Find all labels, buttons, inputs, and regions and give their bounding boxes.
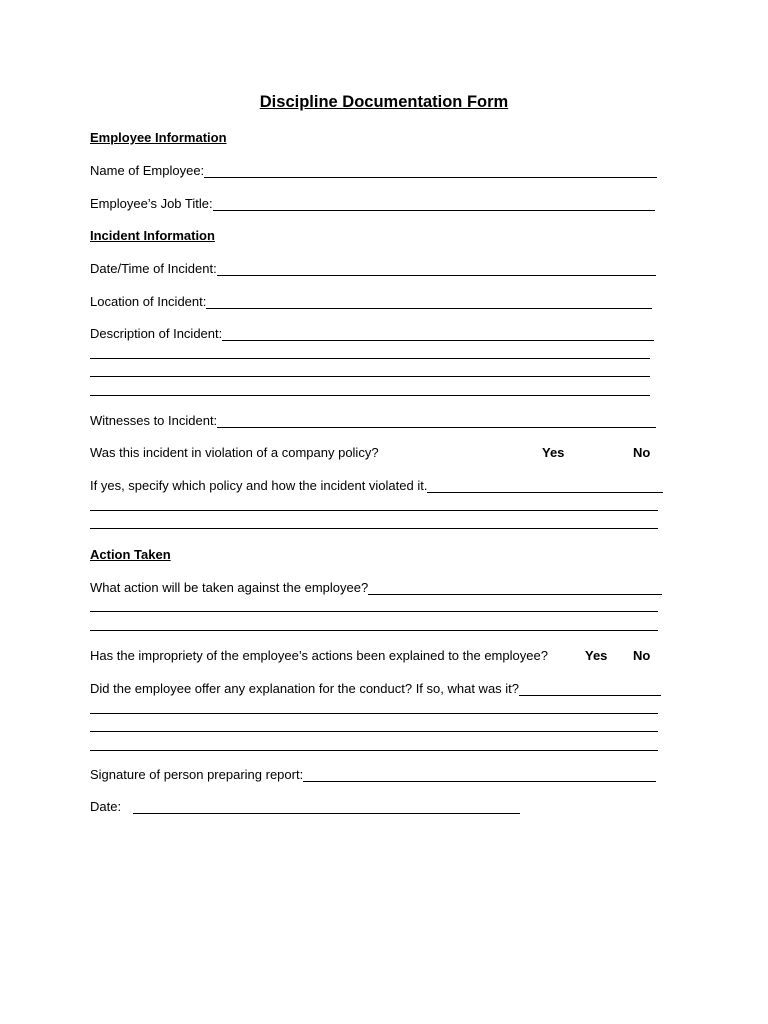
section-heading-incident: Incident Information (90, 228, 215, 243)
employee-job-title-label: Employee’s Job Title: (90, 196, 213, 211)
employee-explanation-line[interactable] (90, 731, 658, 732)
action-taken-field[interactable] (90, 580, 662, 596)
action-taken-label: What action will be taken against the employee? (90, 580, 369, 595)
employee-explanation-blank[interactable] (519, 683, 661, 696)
policy-violation-question (90, 445, 379, 461)
incident-datetime-label: Date/Time of Incident: (90, 261, 217, 276)
policy-violation-label: Was this incident in violation of a company policy? (90, 445, 379, 460)
incident-description-line[interactable] (90, 376, 650, 377)
explained-question-label: Has the impropriety of the employee’s actions been explained to the employee? (90, 648, 548, 663)
signature-field[interactable] (90, 767, 656, 783)
employee-name-field[interactable] (90, 163, 657, 179)
explained-yes-option[interactable]: Yes (585, 648, 608, 663)
action-taken-line[interactable] (90, 630, 658, 631)
action-taken-line[interactable] (90, 611, 658, 612)
explained-question (90, 648, 548, 664)
employee-job-title-field[interactable] (90, 196, 655, 212)
section-heading-action: Action Taken (90, 547, 171, 562)
date-blank[interactable] (133, 801, 520, 814)
policy-violation-no-option[interactable]: No (633, 445, 651, 460)
incident-description-line[interactable] (90, 395, 650, 396)
incident-description-field[interactable] (90, 326, 654, 342)
date-label: Date: (90, 799, 122, 814)
signature-blank[interactable] (303, 769, 656, 782)
policy-specification-field[interactable] (90, 478, 663, 494)
policy-specification-line[interactable] (90, 528, 658, 529)
incident-description-line[interactable] (90, 358, 650, 359)
incident-location-blank[interactable] (206, 296, 652, 309)
policy-specification-blank[interactable] (427, 480, 663, 493)
incident-description-label: Description of Incident: (90, 326, 223, 341)
incident-description-blank[interactable] (222, 328, 654, 341)
section-heading-employee: Employee Information (90, 130, 227, 145)
employee-name-label: Name of Employee: (90, 163, 205, 178)
policy-specification-line[interactable] (90, 510, 658, 511)
employee-explanation-line[interactable] (90, 713, 658, 714)
incident-witnesses-blank[interactable] (217, 415, 656, 428)
incident-witnesses-field[interactable] (90, 413, 656, 429)
form-title: Discipline Documentation Form (259, 93, 509, 111)
incident-datetime-blank[interactable] (217, 263, 656, 276)
employee-explanation-field[interactable] (90, 681, 661, 697)
incident-location-field[interactable] (90, 294, 652, 310)
policy-specification-label: If yes, specify which policy and how the incident violated it. (90, 478, 428, 493)
employee-explanation-line[interactable] (90, 750, 658, 751)
signature-label: Signature of person preparing report: (90, 767, 304, 782)
policy-violation-yes-option[interactable]: Yes (542, 445, 565, 460)
employee-explanation-label: Did the employee offer any explanation for the conduct? If so, what was it? (90, 681, 520, 696)
incident-witnesses-label: Witnesses to Incident: (90, 413, 218, 428)
explained-no-option[interactable]: No (633, 648, 651, 663)
incident-datetime-field[interactable] (90, 261, 656, 277)
incident-location-label: Location of Incident: (90, 294, 207, 309)
date-field[interactable] (90, 799, 520, 815)
employee-job-title-blank[interactable] (213, 198, 655, 211)
action-taken-blank[interactable] (368, 582, 662, 595)
employee-name-blank[interactable] (204, 165, 657, 178)
